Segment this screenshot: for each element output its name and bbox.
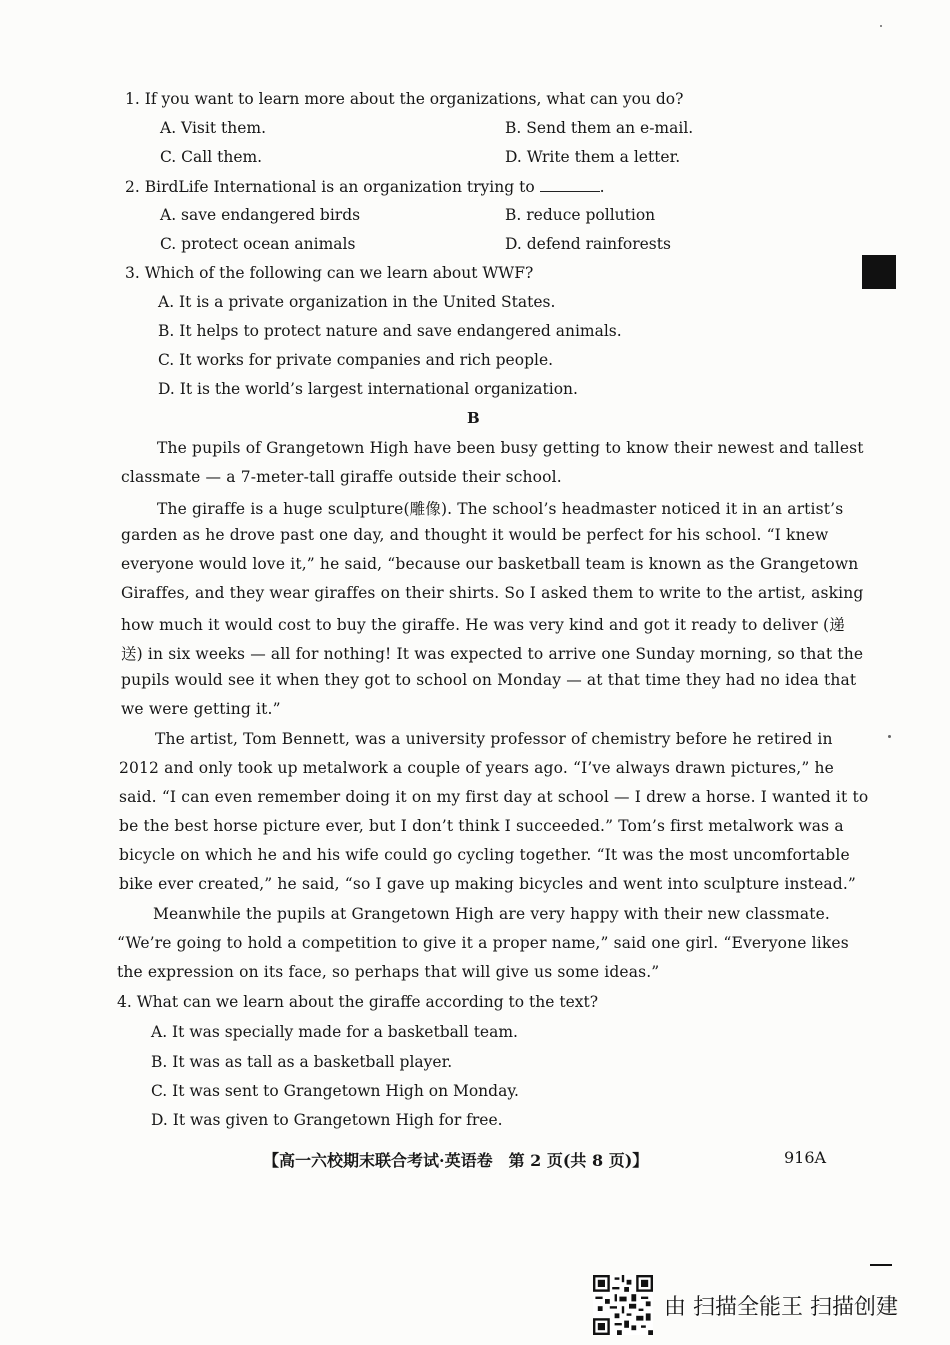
question-1-option-c: C. Call them. [160,148,263,166]
passage-line: classmate — a 7-meter-tall giraffe outside their school. [121,468,562,486]
passage-line: bike ever created,” he said, “so I gave up making bicycles and went into sculpture instead.” [119,875,857,893]
edge-mark [870,1264,892,1266]
question-3-option-a: A. It is a private organization in the United States. [158,293,556,311]
passage-line: be the best horse picture ever, but I don’t think I succeeded.” Tom’s first metalwork was a [119,817,844,835]
passage-line: “We’re going to hold a competition to give it a proper name,” said one girl. “Everyone likes [117,934,849,952]
question-2-option-a: A. save endangered birds [160,206,361,224]
question-2-option-c: C. protect ocean animals [160,235,356,253]
question-2-stem-line [125,177,605,196]
question-2-stem: 2. BirdLife International is an organization trying to [125,178,535,196]
passage-line: said. “I can even remember doing it on my first day at school — I drew a horse. I wanted it to [119,788,869,806]
question-3-option-c: C. It works for private companies and rich people. [158,351,554,369]
answer-blank [540,177,600,192]
page-footer: 【高一六校期末联合考试·英语卷 第 2 页(共 8 页)】 [263,1151,649,1170]
question-4-option-d: D. It was given to Grangetown High for free. [151,1111,503,1129]
question-4-option-c: C. It was sent to Grangetown High on Monday. [151,1082,519,1100]
question-1-option-d: D. Write them a letter. [505,148,681,166]
exam-code: 916A [784,1148,827,1167]
passage-line: 送) in six weeks — all for nothing! It was expected to arrive one Sunday morning, so that the [121,645,864,663]
question-1-stem: 1. If you want to learn more about the organizations, what can you do? [125,90,684,108]
registration-mark [862,255,896,289]
question-4-option-b: B. It was as tall as a basketball player. [151,1053,453,1071]
question-3-option-d: D. It is the world’s largest international organization. [158,380,578,398]
question-3-option-b: B. It helps to protect nature and save endangered animals. [158,322,622,340]
question-1-option-a: A. Visit them. [160,119,267,137]
passage-line: 2012 and only took up metalwork a couple of years ago. “I’ve always drawn pictures,” he [119,759,834,777]
passage-line: Giraffes, and they wear giraffes on their shirts. So I asked them to write to the artist, asking [121,584,864,602]
scan-speck [880,25,882,27]
passage-line: garden as he drove past one day, and thought it would be perfect for his school. “I knew [121,526,829,544]
passage-line: The pupils of Grangetown High have been busy getting to know their newest and tallest [157,439,864,457]
passage-line: how much it would cost to buy the giraffe. He was very kind and got it ready to deliver (递 [121,616,845,634]
passage-line: Meanwhile the pupils at Grangetown High are very happy with their new classmate. [153,905,830,923]
question-2-option-b: B. reduce pollution [505,206,656,224]
question-4-option-a: A. It was specially made for a basketball team. [151,1023,518,1041]
passage-line: pupils would see it when they got to school on Monday — at that time they had no idea that [121,671,857,689]
passage-line: everyone would love it,” he said, “because our basketball team is known as the Grangetown [121,555,859,573]
passage-line: The giraffe is a huge sculpture(雕像). The school’s headmaster noticed it in an artist’s [157,500,844,518]
question-2-option-d: D. defend rainforests [505,235,671,253]
passage-line: bicycle on which he and his wife could go cycling together. “It was the most uncomfortable [119,846,850,864]
question-4-stem: 4. What can we learn about the giraffe according to the text? [117,993,599,1011]
scan-speck [888,735,891,738]
scanner-watermark: 由 扫描全能王 扫描创建 [664,1295,898,1320]
question-2-stem-end: . [599,178,605,196]
qr-code-icon [593,1275,653,1335]
question-3-stem: 3. Which of the following can we learn about WWF? [125,264,534,282]
passage-line: the expression on its face, so perhaps that will give us some ideas.” [117,963,660,981]
question-1-option-b: B. Send them an e-mail. [505,119,694,137]
passage-line: The artist, Tom Bennett, was a university professor of chemistry before he retired in [155,730,833,748]
passage-line: we were getting it.” [121,700,281,718]
section-heading: B [467,409,480,427]
